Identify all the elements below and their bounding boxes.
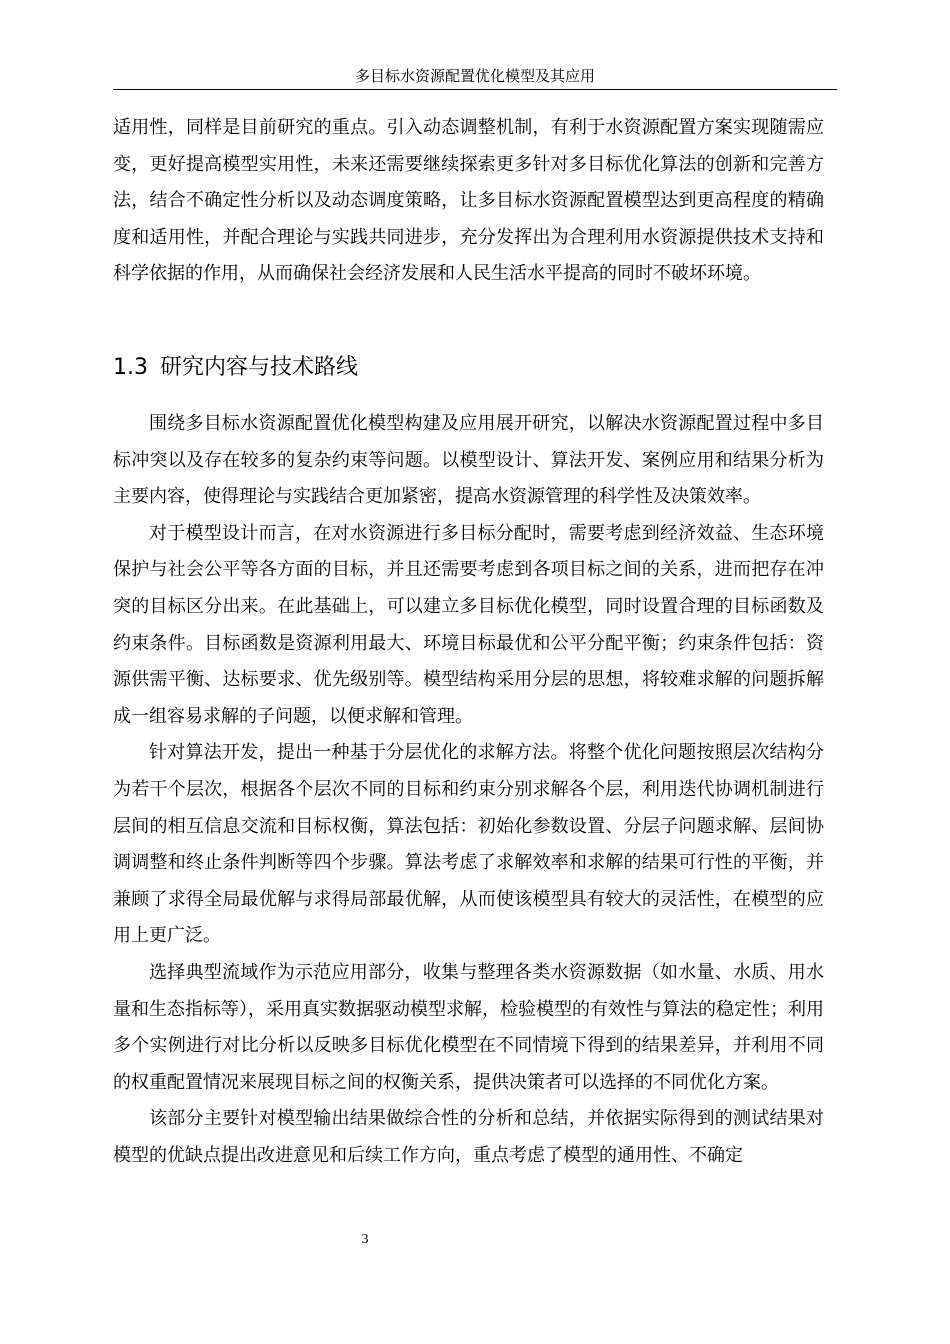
paragraph: 选择典型流域作为示范应用部分，收集与整理各类水资源数据（如水量、水质、用水量和生态指标等），采用真实数据驱动模型求解，检验模型的有效性与算法的稳定性；利用多个实例进行对比分析以反映多目标优化模型在不同情境下得到的结果差异，并利用不同的权重配置情况来展现目标之间的权衡关系，提供决策者可以选择的不同优化方案。 [113, 961, 824, 1093]
paragraph: 对于模型设计而言，在对水资源进行多目标分配时，需要考虑到经济效益、生态环境保护与社会公平等各方面的目标，并且还需要考虑到各项目标之间的关系，进而把存在冲突的目标区分出来。在此基础上，可以建立多目标优化模型，同时设置合理的目标函数及约束条件。目标函数是资源利用最大、环境目标最优和公平分配平衡；约束条件包括：资源供需平衡、达标要求、优先级别等。模型结构采用分层的思想，将较难求解的问题拆解成一组容易求解的子问题，以便求解和管理。 [113, 522, 824, 727]
paragraph: 围绕多目标水资源配置优化模型构建及应用展开研究，以解决水资源配置过程中多目标冲突以及存在较多的复杂约束等问题。以模型设计、算法开发、案例应用和结果分析为主要内容，使得理论与实践结合更加紧密，提高水资源管理的科学性及决策效率。 [113, 413, 824, 508]
continued-paragraph: 适用性，同样是目前研究的重点。引入动态调整机制，有利于水资源配置方案实现随需应变，更好提高模型实用性，未来还需要继续探索更多针对多目标优化算法的创新和完善方法，结合不确定性分析以及动态调度策略，让多目标水资源配置模型达到更高程度的精确度和适用性，并配合理论与实践共同进步，充分发挥出为合理利用水资源提供技术支持和科学依据的作用，从而确保社会经济发展和人民生活水平提高的同时不破坏环境。 [113, 117, 824, 285]
section-number: 1.3 [113, 355, 148, 380]
section-body [113, 406, 824, 1174]
header-rule [113, 89, 837, 90]
section-heading [113, 352, 358, 384]
section-title: 研究内容与技术路线 [160, 355, 359, 380]
paragraph: 针对算法开发，提出一种基于分层优化的求解方法。将整个优化问题按照层次结构分为若干个层次，根据各个层次不同的目标和约束分别求解各个层，利用迭代协调机制进行层间的相互信息交流和目标权衡，算法包括：初始化参数设置、分层子问题求解、层间协调调整和终止条件判断等四个步骤。算法考虑了求解效率和求解的结果可行性的平衡，并兼顾了求得全局最优解与求得局部最优解，从而使该模型具有较大的灵活性，在模型的应用上更广泛。 [113, 742, 824, 947]
paragraph: 该部分主要针对模型输出结果做综合性的分析和总结，并依据实际得到的测试结果对模型的优缺点提出改进意见和后续工作方向，重点考虑了模型的通用性、不确定 [113, 1108, 824, 1166]
page-number: 3 [361, 1232, 369, 1247]
running-header: 多目标水资源配置优化模型及其应用 [354, 67, 595, 85]
